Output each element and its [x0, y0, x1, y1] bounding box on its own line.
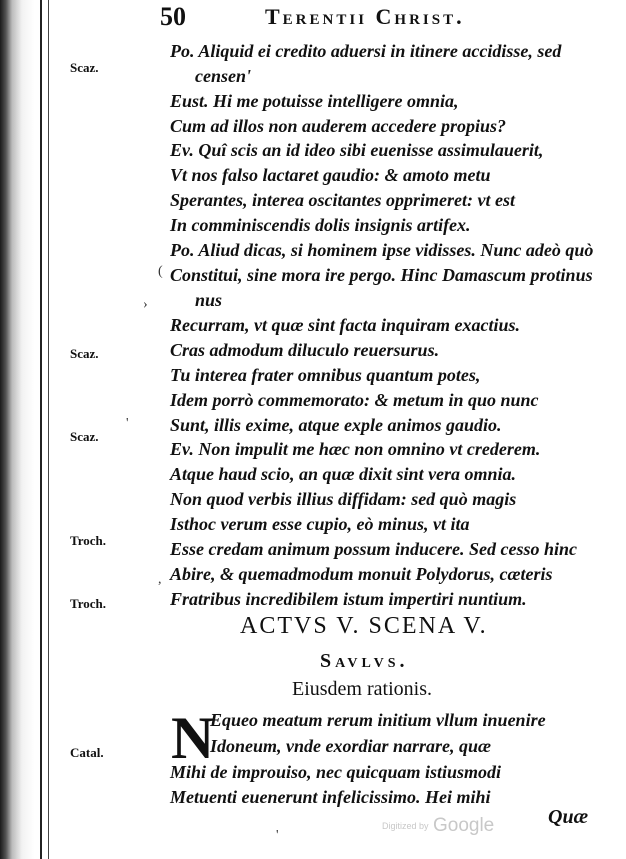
text-line: Atque haud scio, an quæ dixit sint vera omnia.: [170, 464, 517, 484]
margin-note: Scaz.: [70, 60, 99, 75]
print-mark: ,: [158, 572, 162, 587]
margin-note: Troch.: [70, 596, 106, 611]
text-line: Ev. Quî scis an id ideo sibi euenisse assimulauerit,: [170, 140, 544, 160]
speaker-heading: Savlvs.: [320, 650, 409, 672]
gutter-rule: [48, 0, 49, 859]
margin-note: Troch.: [70, 533, 106, 548]
text-line: Po. Aliquid ei credito aduersi in itinere accidisse, sed: [170, 41, 562, 61]
print-mark: ': [126, 416, 129, 431]
text-line: Isthoc verum esse cupio, eò minus, vt ita: [170, 514, 470, 534]
text-line: Cum ad illos non auderem accedere propius?: [170, 116, 507, 136]
text-line: Idem porrò commemorato: & metum in quo nunc: [170, 390, 539, 410]
verse-line: Metuenti euenerunt infelicissimo. Hei mihi: [170, 787, 491, 807]
text-line: In comminiscendis dolis insignis artifex.: [170, 215, 471, 235]
text-line: Ev. Non impulit me hæc non omnino vt crederem.: [170, 439, 541, 459]
watermark-name: Google: [432, 815, 495, 836]
watermark-prefix: Digitized by: [382, 821, 429, 831]
margin-note: Scaz.: [70, 346, 99, 361]
print-mark: ': [276, 828, 279, 843]
verse-line: Equeo meatum rerum initium vllum inuenire: [210, 710, 546, 730]
catchword: Quæ: [548, 806, 589, 828]
text-line: Fratribus incredibilem istum impertiri nuntium.: [170, 589, 527, 609]
page-header: [160, 2, 600, 32]
gutter-rule: [40, 0, 42, 859]
text-line: nus: [195, 290, 223, 310]
running-title: Terentii Christ.: [265, 4, 465, 29]
metre-subheading: Eiusdem rationis.: [292, 678, 432, 700]
page-number: 50: [160, 2, 186, 31]
drop-cap: N: [171, 705, 215, 771]
text-line: Sperantes, interea oscitantes opprimeret: vt est: [170, 190, 515, 210]
text-line: Esse credam animum possum inducere. Sed cesso hinc: [170, 539, 578, 559]
verse-line: Idoneum, vnde exordiar narrare, quæ: [210, 736, 492, 756]
text-line: Tu interea frater omnibus quantum potes,: [170, 365, 481, 385]
text-line: Eust. Hi me potuisse intelligere omnia,: [170, 91, 459, 111]
verse-line: Mihi de improuiso, nec quicquam istiusmodi: [170, 762, 502, 782]
print-mark: ›: [143, 297, 148, 312]
text-line: Recurram, vt quæ sint facta inquiram exactius.: [170, 315, 521, 335]
text-line: Non quod verbis illius diffidam: sed quò magis: [170, 489, 517, 509]
print-mark: (: [158, 264, 163, 279]
digitization-watermark: [382, 815, 494, 837]
text-line: Cras admodum diluculo reuersurus.: [170, 340, 440, 360]
margin-note: Catal.: [70, 745, 104, 760]
margin-note: Scaz.: [70, 429, 99, 444]
act-heading: ACTVS V. SCENA V.: [240, 613, 488, 639]
text-line: Sunt, illis exime, atque exple animos gaudio.: [170, 415, 502, 435]
text-line: Abire, & quemadmodum monuit Polydorus, cæteris: [170, 564, 553, 584]
text-line: censen': [195, 66, 251, 86]
text-line: Constitui, sine mora ire pergo. Hinc Damascum protinus: [170, 265, 593, 285]
text-line: Vt nos falso lactaret gaudio: & amoto metu: [170, 165, 491, 185]
text-line: Po. Aliud dicas, si hominem ipse vidisses. Nunc adeò quò: [170, 240, 594, 260]
